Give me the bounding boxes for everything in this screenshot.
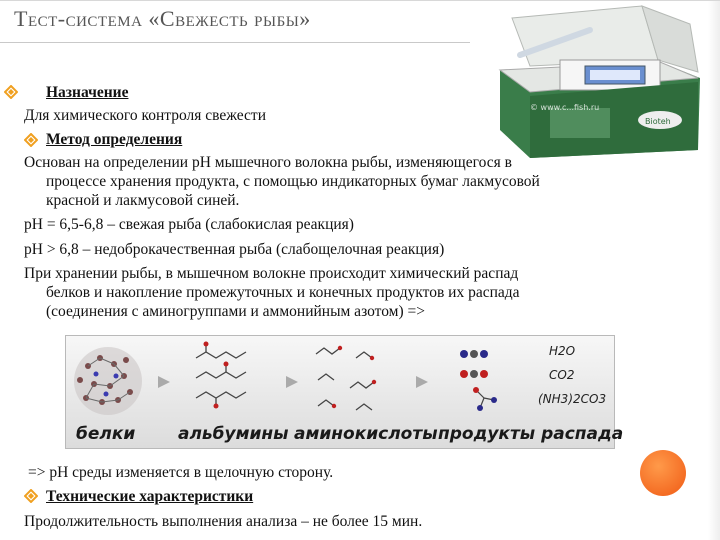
decomposition-products-icon (460, 350, 497, 411)
label-albumins: альбумины (178, 424, 289, 444)
arrow-icon (416, 376, 428, 388)
purpose-heading: Назначение (46, 84, 129, 101)
storage-line-3: (соединения с аминогруппами и аммонийным азотом) => (46, 303, 425, 320)
test-kit-photo (490, 0, 702, 160)
specs-text: Продолжительность выполнения анализа – не более 15 мин. (24, 513, 423, 530)
decomposition-diagram (65, 335, 624, 449)
arrow-icon (286, 376, 298, 388)
storage-line-1: При хранении рыбы, в мышечном волокне происходит химический распад (24, 265, 519, 282)
method-line-2: процессе хранения продукта, с помощью индикаторных бумаг лакмусовой (46, 173, 540, 190)
protein-molecule-icon (74, 347, 142, 415)
ph-fresh-text: рН = 6,5-6,8 – свежая рыба (слабокислая реакция) (24, 216, 354, 233)
product-co2: CO2 (549, 368, 575, 382)
method-heading: Метод определения (46, 131, 183, 148)
label-decomposition-products: продукты распада (438, 424, 624, 444)
frame-shadow (708, 0, 720, 540)
decorative-orange-circle (640, 450, 686, 496)
result-text: => рН среды изменяется в щелочную сторону. (28, 464, 334, 481)
method-line-1: Основан на определении рН мышечного волокна рыбы, изменяющегося в (24, 154, 512, 171)
diamond-bullet-icon (24, 133, 38, 147)
box-brand-text: Bioteh (645, 117, 671, 126)
diamond-bullet-icon (4, 85, 18, 99)
page-title: Тест-система «Свежесть рыбы» (14, 6, 311, 31)
label-amino-acids: аминокислоты (294, 424, 438, 444)
ph-bad-text: рН > 6,8 – недоброкачественная рыба (слабощелочная реакция) (24, 241, 445, 258)
specs-heading: Технические характеристики (46, 488, 254, 505)
amino-acid-molecule-icon (316, 348, 374, 410)
diamond-bullet-icon (24, 489, 38, 503)
arrow-icon (158, 376, 170, 388)
title-divider (0, 42, 470, 43)
storage-line-2: белков и накопление промежуточных и конечных продуктов их распада (46, 284, 520, 301)
product-ammonium-carbonate: (NH3)2CO3 (538, 392, 607, 406)
watermark-text: © www.c...fish.ru (530, 103, 600, 112)
purpose-text: Для химического контроля свежести (24, 107, 266, 124)
method-line-3: красной и лакмусовой синей. (46, 192, 240, 209)
label-proteins: белки (76, 424, 136, 444)
product-water: H2O (549, 344, 576, 358)
albumin-molecule-icon (196, 344, 246, 406)
